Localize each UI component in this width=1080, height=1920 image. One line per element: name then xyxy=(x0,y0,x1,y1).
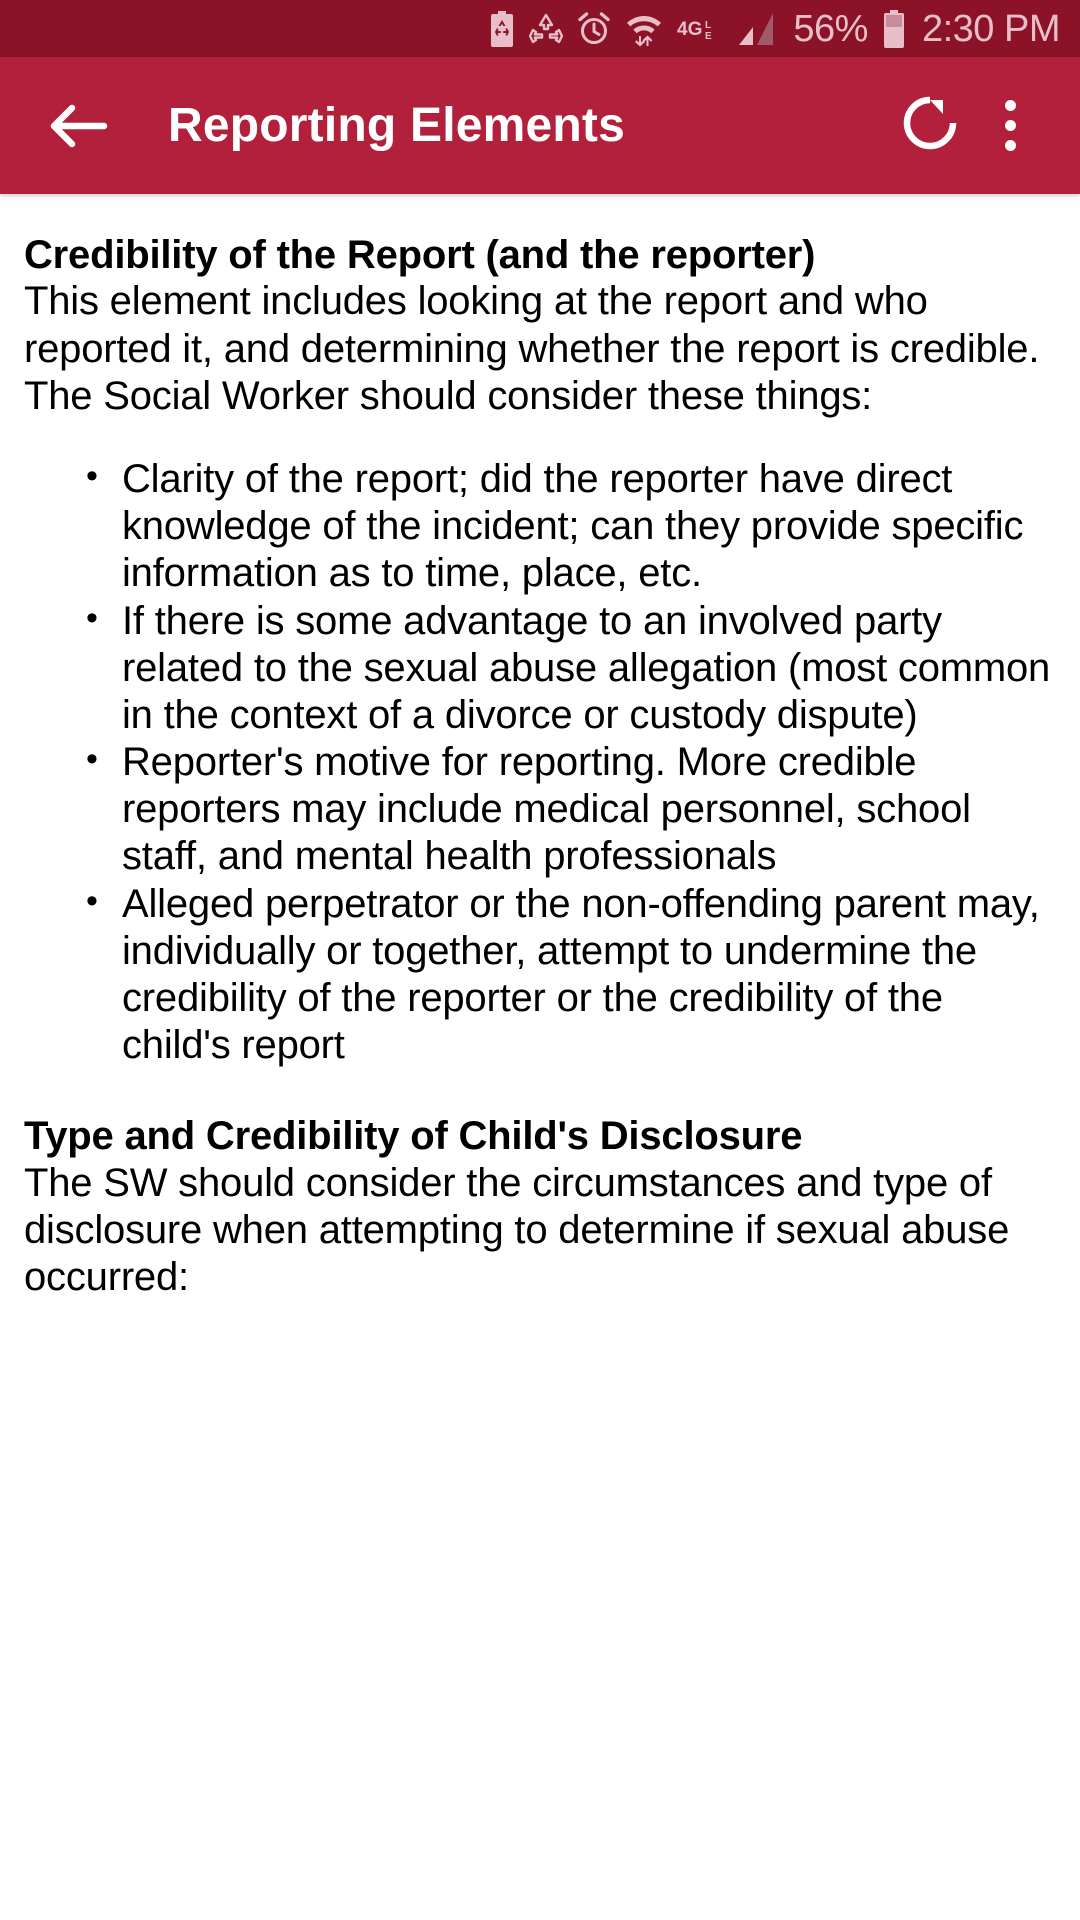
overflow-menu-button[interactable] xyxy=(970,86,1050,166)
battery-icon xyxy=(882,10,906,48)
battery-saver-icon xyxy=(489,11,515,47)
list-item: • Alleged perpetrator or the non-offending parent may, individually or together, attempt to undermine the credibility of the reporter or the credibility of the child's report xyxy=(24,881,1056,1070)
status-icon-group xyxy=(489,7,1060,50)
article-content[interactable] xyxy=(0,194,1080,1920)
list-item: • Reporter's motive for reporting. More credible reporters may include medical personnel, school staff, and mental health professionals xyxy=(24,739,1056,881)
alarm-clock-icon xyxy=(577,12,611,46)
svg-text:L: L xyxy=(705,19,712,31)
back-button[interactable] xyxy=(38,86,118,166)
page-title: Reporting Elements xyxy=(168,99,625,152)
clock-label: 2:30 PM xyxy=(921,7,1060,50)
4g-lte-icon xyxy=(677,16,723,42)
wifi-transfer-icon xyxy=(625,11,663,47)
list-item: • Clarity of the report; did the reporter have direct knowledge of the incident; can they provide specific information as to time, place, etc. xyxy=(24,456,1056,598)
section-paragraph: This element includes looking at the report and who reported it, and determining whether the report is credible. The Social Worker should consider these things: xyxy=(24,279,1040,418)
list-item: • If there is some advantage to an involved party related to the sexual abuse allegation (most common in the context of a divorce or custody dispute) xyxy=(24,598,1056,740)
section-credibility-of-the-report xyxy=(24,232,1056,1069)
battery-percent-label: 56% xyxy=(793,7,868,50)
back-arrow-icon xyxy=(42,90,114,162)
refresh-icon xyxy=(899,92,961,159)
section-type-and-credibility-of-childs-disclosure xyxy=(24,1113,1056,1301)
svg-text:E: E xyxy=(705,30,713,42)
status-bar xyxy=(0,0,1080,57)
data-saver-icon xyxy=(529,13,563,45)
section-paragraph: The SW should consider the circumstances and type of disclosure when attempting to determine if sexual abuse occurred: xyxy=(24,1160,1010,1300)
section-heading: Credibility of the Report (and the reporter) xyxy=(24,233,816,277)
cell-signal-icon xyxy=(737,12,775,46)
more-vertical-icon xyxy=(1005,100,1016,151)
section-bullet-list xyxy=(24,456,1056,1069)
refresh-button[interactable] xyxy=(890,86,970,166)
section-heading: Type and Credibility of Child's Disclosure xyxy=(24,1114,803,1159)
svg-text:4G: 4G xyxy=(677,18,703,40)
app-bar xyxy=(0,57,1080,194)
